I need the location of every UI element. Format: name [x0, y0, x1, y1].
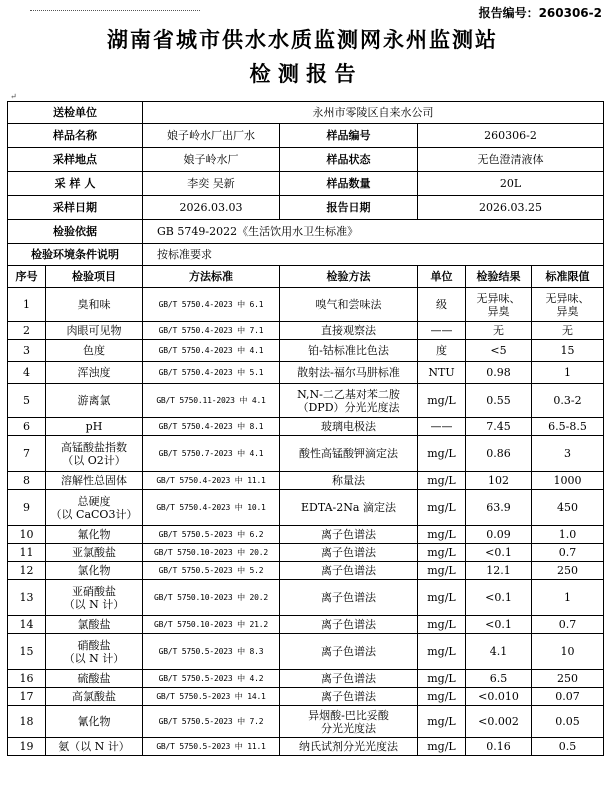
table-row: [8, 362, 604, 384]
cell-item: [46, 634, 143, 670]
cell-item: [46, 340, 143, 362]
cell-result: [466, 340, 532, 362]
cell-method-line: 嗅气和尝味法: [315, 298, 382, 311]
table-row: [8, 436, 604, 472]
cell-unit: 级: [418, 288, 466, 322]
client-label: 送检单位: [8, 102, 143, 124]
cell-result-line: 0.09: [486, 528, 511, 541]
env-label: 检验环境条件说明: [8, 244, 143, 266]
cell-method-line: 离子色谱法: [321, 690, 376, 703]
cell-item-line: 浑浊度: [77, 366, 111, 379]
cell-method: [280, 544, 418, 562]
cell-item: [46, 706, 143, 738]
cell-result-line: <0.010: [478, 690, 519, 703]
cell-no: 6: [8, 418, 46, 436]
cell-item-line: 亚氯酸盐: [72, 546, 116, 559]
cell-item-line: 亚硝酸盐: [72, 584, 116, 598]
cell-method: [280, 580, 418, 616]
sample-no-label: 样品编号: [280, 124, 418, 148]
cell-item: [46, 526, 143, 544]
cell-item-line: 总硬度: [77, 494, 111, 508]
table-row: [8, 688, 604, 706]
cell-result-line: <0.1: [485, 618, 512, 631]
cell-item-line: 高锰酸盐指数: [61, 440, 127, 454]
cell-method-line: 玻璃电极法: [321, 420, 376, 433]
table-row: [8, 562, 604, 580]
cell-method-line: 离子色谱法: [321, 591, 376, 604]
cell-limit: [532, 544, 604, 562]
cell-item: [46, 322, 143, 340]
env-value: 按标准要求: [143, 244, 604, 266]
cell-item-line: 氯化物: [77, 564, 111, 577]
cell-result-line: <0.1: [485, 591, 512, 604]
cell-limit-line: 10: [560, 645, 575, 658]
cell-item: [46, 362, 143, 384]
cell-std: GB/T 5750.4-2023 中 7.1: [143, 322, 280, 340]
cell-std: GB/T 5750.4-2023 中 5.1: [143, 362, 280, 384]
cell-method-line: 离子色谱法: [321, 528, 376, 541]
cell-result-line: 4.1: [489, 645, 508, 658]
cell-item: [46, 562, 143, 580]
table-row: [8, 340, 604, 362]
cell-result: [466, 634, 532, 670]
cell-unit: ——: [418, 322, 466, 340]
cell-no: 12: [8, 562, 46, 580]
cell-method-line: N,N-二乙基对苯二胺: [297, 387, 400, 401]
date-value: 2026.03.03: [143, 196, 280, 220]
cell-std: GB/T 5750.4-2023 中 4.1: [143, 340, 280, 362]
table-row: [8, 634, 604, 670]
cell-result-line: 63.9: [486, 501, 511, 514]
cell-no: 9: [8, 490, 46, 526]
cell-limit-line: 1: [564, 591, 572, 604]
state-value: 无色澄清液体: [418, 148, 604, 172]
cell-result: [466, 738, 532, 756]
cell-limit: [532, 384, 604, 418]
cell-method: [280, 436, 418, 472]
cell-item-line: （以 N 计）: [63, 651, 125, 665]
sample-no-value: 260306-2: [418, 124, 604, 148]
date-label: 采样日期: [8, 196, 143, 220]
cell-limit: [532, 322, 604, 340]
cell-unit: mg/L: [418, 738, 466, 756]
cell-method-line: 分光光度法: [321, 721, 376, 735]
cell-limit-line: 0.07: [555, 690, 580, 703]
cell-limit-line: 0.5: [558, 740, 577, 753]
cell-method-line: EDTA-2Na 滴定法: [301, 501, 396, 514]
cell-std: GB/T 5750.5-2023 中 11.1: [143, 738, 280, 756]
cell-no: 13: [8, 580, 46, 616]
sample-name-label: 样品名称: [8, 124, 143, 148]
cell-limit: [532, 340, 604, 362]
cell-method-line: 纳氏试剂分光光度法: [299, 740, 398, 753]
cell-no: 17: [8, 688, 46, 706]
table-row: [8, 490, 604, 526]
cell-method: [280, 634, 418, 670]
cell-std: GB/T 5750.4-2023 中 11.1: [143, 472, 280, 490]
cell-method-line: 离子色谱法: [321, 645, 376, 658]
cell-limit-line: 15: [560, 344, 575, 357]
cell-unit: mg/L: [418, 634, 466, 670]
cell-unit: mg/L: [418, 616, 466, 634]
cell-method: [280, 384, 418, 418]
cell-limit: [532, 580, 604, 616]
cell-limit: [532, 526, 604, 544]
cell-result: [466, 580, 532, 616]
table-row: [8, 472, 604, 490]
qty-value: 20L: [418, 172, 604, 196]
cell-method-line: （DPD）分光光度法: [297, 400, 400, 414]
cell-std: GB/T 5750.5-2023 中 14.1: [143, 688, 280, 706]
cell-std: GB/T 5750.4-2023 中 10.1: [143, 490, 280, 526]
cell-unit: mg/L: [418, 436, 466, 472]
cell-no: 5: [8, 384, 46, 418]
table-row: [8, 288, 604, 322]
cell-limit: [532, 490, 604, 526]
site-value: 娘子岭水厂: [143, 148, 280, 172]
cell-limit-line: 0.05: [555, 715, 580, 728]
cell-item-line: 硫酸盐: [77, 672, 111, 685]
sampler-label: 采 样 人: [8, 172, 143, 196]
info-row-date: [8, 196, 604, 220]
table-row: [8, 322, 604, 340]
cell-result-line: 无异味、: [476, 291, 521, 305]
client-value: 永州市零陵区自来水公司: [143, 102, 604, 124]
cell-item-line: 色度: [83, 344, 105, 357]
cell-limit: [532, 688, 604, 706]
report-table: [7, 101, 604, 756]
cell-limit-line: 1: [564, 366, 572, 379]
cell-limit: [532, 670, 604, 688]
cell-no: 15: [8, 634, 46, 670]
cell-no: 16: [8, 670, 46, 688]
cell-unit: mg/L: [418, 544, 466, 562]
cell-item-line: 臭和味: [77, 298, 111, 311]
cell-result-line: <0.002: [478, 715, 519, 728]
cell-result: [466, 436, 532, 472]
cell-unit: mg/L: [418, 670, 466, 688]
cell-method: [280, 322, 418, 340]
report-date-label: 报告日期: [280, 196, 418, 220]
cell-limit-line: 无异味、: [545, 291, 590, 305]
cell-result: [466, 526, 532, 544]
info-row-env: [8, 244, 604, 266]
cell-method-line: 酸性高锰酸钾滴定法: [299, 447, 398, 460]
cell-std: GB/T 5750.10-2023 中 20.2: [143, 580, 280, 616]
cell-unit: mg/L: [418, 384, 466, 418]
cell-result-line: <5: [490, 344, 507, 357]
cell-method: [280, 738, 418, 756]
cell-unit: NTU: [418, 362, 466, 384]
cell-result-line: 0.55: [486, 394, 511, 407]
header-unit: 单位: [418, 266, 466, 288]
report-date-value: 2026.03.25: [418, 196, 604, 220]
cell-unit: ——: [418, 418, 466, 436]
cell-unit: mg/L: [418, 706, 466, 738]
cell-item: [46, 472, 143, 490]
cell-item-line: 氟化物: [77, 528, 111, 541]
info-row-sample: [8, 124, 604, 148]
cell-std: GB/T 5750.4-2023 中 8.1: [143, 418, 280, 436]
cell-std: GB/T 5750.11-2023 中 4.1: [143, 384, 280, 418]
header-no: 序号: [8, 266, 46, 288]
cell-limit-line: 0.3-2: [553, 394, 582, 407]
cell-method-line: 离子色谱法: [321, 618, 376, 631]
report-title: 湖南省城市供水水质监测网永州监测站: [107, 27, 498, 52]
anchor-mark-icon: ↵: [10, 92, 17, 101]
cell-method: [280, 562, 418, 580]
cell-method-line: 离子色谱法: [321, 564, 376, 577]
cell-unit: mg/L: [418, 490, 466, 526]
qty-label: 样品数量: [280, 172, 418, 196]
cell-std: GB/T 5750.7-2023 中 4.1: [143, 436, 280, 472]
cell-result-line: 无: [493, 324, 504, 337]
cell-method-line: 散射法-福尔马肼标准: [297, 366, 400, 379]
cell-result: [466, 706, 532, 738]
state-label: 样品状态: [280, 148, 418, 172]
cell-item: [46, 544, 143, 562]
report-number: 报告编号：260306-2: [478, 6, 602, 20]
cell-result: [466, 322, 532, 340]
cell-result-line: 6.5: [489, 672, 508, 685]
cell-result: [466, 616, 532, 634]
cell-limit: [532, 418, 604, 436]
cell-unit: 度: [418, 340, 466, 362]
cell-result: [466, 562, 532, 580]
sample-name-value: 娘子岭水厂出厂水: [143, 124, 280, 148]
basis-label: 检验依据: [8, 220, 143, 244]
cell-result: [466, 384, 532, 418]
table-row: [8, 616, 604, 634]
cell-no: 18: [8, 706, 46, 738]
cell-method: [280, 288, 418, 322]
cell-item-line: 氯酸盐: [77, 618, 111, 631]
cell-result-line: 12.1: [486, 564, 511, 577]
cell-item: [46, 418, 143, 436]
cell-item-line: 氰化物: [77, 715, 111, 728]
cell-limit: [532, 362, 604, 384]
cell-std: GB/T 5750.5-2023 中 5.2: [143, 562, 280, 580]
info-row-sampler: [8, 172, 604, 196]
header-std: 方法标准: [143, 266, 280, 288]
cell-limit-line: 6.5-8.5: [548, 420, 587, 433]
cell-method-line: 异烟酸-巴比妥酸: [308, 708, 389, 722]
cell-result: [466, 490, 532, 526]
cell-method: [280, 362, 418, 384]
cell-method: [280, 340, 418, 362]
cell-limit: [532, 634, 604, 670]
cell-item-line: 肉眼可见物: [66, 324, 122, 337]
cell-std: GB/T 5750.10-2023 中 21.2: [143, 616, 280, 634]
header-limit: 标准限值: [532, 266, 604, 288]
cell-method: [280, 706, 418, 738]
table-row: [8, 544, 604, 562]
cell-result-line: 102: [488, 474, 509, 487]
cell-limit-line: 250: [557, 564, 579, 577]
cell-unit: mg/L: [418, 472, 466, 490]
cell-std: GB/T 5750.5-2023 中 4.2: [143, 670, 280, 688]
cell-method: [280, 616, 418, 634]
cell-limit: [532, 472, 604, 490]
cell-limit-line: 1.0: [558, 528, 577, 541]
table-row: [8, 670, 604, 688]
cell-limit: [532, 562, 604, 580]
cell-result-line: <0.1: [485, 546, 512, 559]
header-item: 检验项目: [46, 266, 143, 288]
cell-std: GB/T 5750.5-2023 中 7.2: [143, 706, 280, 738]
cell-item: [46, 384, 143, 418]
cell-result: [466, 288, 532, 322]
cell-item-line: （以 CaCO3计）: [50, 507, 138, 521]
cell-limit-line: 0.7: [558, 546, 577, 559]
header-method: 检验方法: [280, 266, 418, 288]
table-row: [8, 706, 604, 738]
sampler-value: 李奕 吴新: [143, 172, 280, 196]
cell-method-line: 直接观察法: [321, 324, 376, 337]
cell-item: [46, 616, 143, 634]
cell-item-line: （以 O2计）: [62, 453, 126, 467]
cell-result: [466, 544, 532, 562]
cell-item: [46, 288, 143, 322]
cell-result-line: 0.98: [486, 366, 511, 379]
cell-no: 2: [8, 322, 46, 340]
table-header-row: [8, 266, 604, 288]
cell-no: 10: [8, 526, 46, 544]
cell-no: 19: [8, 738, 46, 756]
cell-item-line: pH: [85, 420, 103, 433]
cell-method-line: 称量法: [332, 474, 365, 487]
cell-item: [46, 580, 143, 616]
cell-limit-line: 1000: [553, 474, 582, 487]
table-row: [8, 418, 604, 436]
table-row: [8, 384, 604, 418]
header-dotted-line: [30, 10, 200, 11]
cell-limit: [532, 738, 604, 756]
info-row-site: [8, 148, 604, 172]
cell-no: 4: [8, 362, 46, 384]
cell-item-line: 硝酸盐: [77, 638, 111, 652]
cell-limit-line: 0.7: [558, 618, 577, 631]
cell-no: 11: [8, 544, 46, 562]
cell-unit: mg/L: [418, 688, 466, 706]
cell-no: 7: [8, 436, 46, 472]
cell-unit: mg/L: [418, 580, 466, 616]
cell-limit: [532, 288, 604, 322]
cell-item: [46, 738, 143, 756]
report-subtitle: 检 测 报 告: [249, 61, 356, 86]
cell-limit-line: 3: [564, 447, 572, 460]
table-row: [8, 580, 604, 616]
cell-method: [280, 490, 418, 526]
cell-no: 1: [8, 288, 46, 322]
cell-item-line: 游离氯: [77, 394, 111, 407]
info-row-basis: [8, 220, 604, 244]
cell-no: 8: [8, 472, 46, 490]
cell-item: [46, 670, 143, 688]
cell-limit-line: 异臭: [556, 304, 579, 318]
cell-result: [466, 362, 532, 384]
cell-std: GB/T 5750.10-2023 中 20.2: [143, 544, 280, 562]
cell-limit-line: 250: [557, 672, 579, 685]
cell-result-line: 异臭: [487, 304, 510, 318]
cell-method-line: 离子色谱法: [321, 546, 376, 559]
cell-limit-line: 无: [562, 324, 574, 337]
cell-method: [280, 472, 418, 490]
cell-unit: mg/L: [418, 562, 466, 580]
cell-method: [280, 670, 418, 688]
site-label: 采样地点: [8, 148, 143, 172]
cell-result-line: 7.45: [486, 420, 511, 433]
cell-item: [46, 490, 143, 526]
cell-result: [466, 670, 532, 688]
cell-method-line: 离子色谱法: [321, 672, 376, 685]
cell-limit-line: 450: [557, 501, 579, 514]
basis-value: GB 5749-2022《生活饮用水卫生标准》: [143, 220, 604, 244]
cell-unit: mg/L: [418, 526, 466, 544]
cell-item-line: （以 N 计）: [63, 597, 125, 611]
cell-method: [280, 526, 418, 544]
cell-result: [466, 472, 532, 490]
cell-std: GB/T 5750.5-2023 中 8.3: [143, 634, 280, 670]
cell-limit: [532, 706, 604, 738]
cell-result-line: 0.86: [486, 447, 511, 460]
cell-limit: [532, 436, 604, 472]
cell-item: [46, 436, 143, 472]
cell-item-line: 氨（以 N 计）: [58, 740, 130, 753]
cell-item: [46, 688, 143, 706]
cell-result: [466, 418, 532, 436]
cell-item-line: 高氯酸盐: [72, 690, 116, 703]
info-row-client: [8, 102, 604, 124]
header-result: 检验结果: [466, 266, 532, 288]
cell-result: [466, 688, 532, 706]
cell-no: 3: [8, 340, 46, 362]
cell-method: [280, 418, 418, 436]
table-row: [8, 738, 604, 756]
cell-std: GB/T 5750.5-2023 中 6.2: [143, 526, 280, 544]
cell-limit: [532, 616, 604, 634]
cell-result-line: 0.16: [486, 740, 511, 753]
cell-method: [280, 688, 418, 706]
cell-method-line: 铂-钴标准比色法: [308, 344, 389, 357]
cell-std: GB/T 5750.4-2023 中 6.1: [143, 288, 280, 322]
cell-item-line: 溶解性总固体: [61, 474, 127, 487]
cell-no: 14: [8, 616, 46, 634]
table-row: [8, 526, 604, 544]
